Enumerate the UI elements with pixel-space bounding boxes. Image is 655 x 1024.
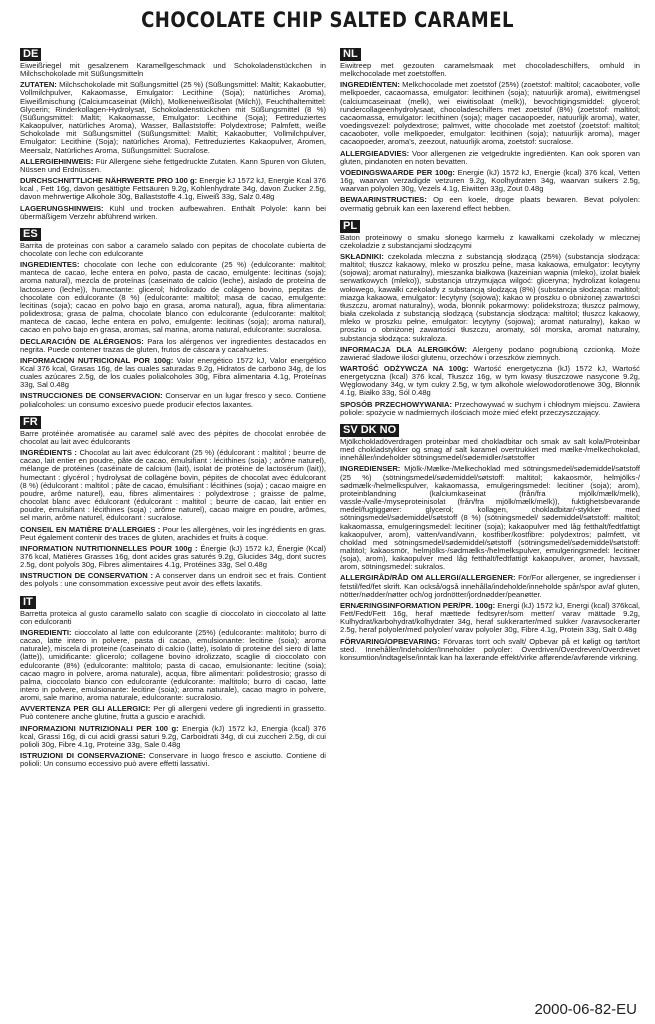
section-text: Förvaras torrt och svalt/ Opbevar på et køligt og tørt/tort sted. Innehåller/Indeholder/Inneholder polyoler: Överdriven/Overdreven/Overdrevet konsumtion/indtagelse/inntak kan ha laxerande effekt/virke afførende/avførende virkning. <box>340 636 640 662</box>
language-section-pl <box>340 216 640 417</box>
section-heading: INGREDIENSER: <box>340 464 401 474</box>
language-section-de <box>20 44 326 221</box>
section-text: Valor energético 1572 kJ, Valor energético Kcal 376 kcal, Grasas 16g, de las cuales saturadas 9.2g, Hidratos de carbono 34g, de los cuales azúcares 2.5g, de los cuales polialcoholes 30g, Fibra alimentaria 4.1g, Proteínas 33g, Sal 0.48g <box>20 355 326 390</box>
section-heading: FÖRVARING/OPBEVARING: <box>340 636 440 646</box>
section-paragraph <box>20 338 326 354</box>
section-text: Energi (kJ) 1572 kJ, Energi (kcal) 376kcal, Fett/Fedt/Fett 16g, heraf mættede fedtsyrer/som metter/ varav mättade 9.2g, Kulhydrat/karbohydrat/kolhydrater 34g, heraf sukkerarter/med sukker /varavsockerarter 2.5g, heraf polyoler/med polyoler/ varav polyoler 30g, Fibre 4.1g, Protein 33g, Salt 0.48g <box>340 600 640 635</box>
section-text: Milchschokolade mit Süßungsmittel (25 %) (Süßungsmittel: Maltit; Kakaobutter, Vollmilchpulver, Kakaomasse, Emulgator: Lecithine (Soja); natürliches Aroma), Eiweißmischung (Calciumcaseinat (Milch), Molkeneiweißisolat (Milch)), Feuchthaltemittel: Glycerin; Rinderkollagen-Hydrolysat, Schokoladenstückchen mit Süßungsmittel (8 %) (Süßungsmittel: Maltit; Kakaomasse, Emulgator: Lecithine (Soja); Fettreduziertes Kakaopulver, natürliches Aroma), Wasser, Ballaststoffe: Polydextrose; Palmfett, weiße Schokolade mit Süßungsmittel (Süßungsmittel: Maltit; Kakaobutter, Vollmilchpulver, Emulgator: Lecithine (Soja); natürliches Aroma), Fettreduziertes Kakaopulver, Aromen, Meersalz, Natürliches Aroma, Süßungsmittel: Sucralose. <box>20 80 326 155</box>
language-badge: FR <box>20 416 41 429</box>
section-text: Pour les allergènes, voir les ingrédients en gras. Peut également contenir des traces de gluten, arachides et fruits à coque. <box>20 524 326 542</box>
section-paragraph <box>20 705 326 721</box>
section-paragraph <box>340 401 640 417</box>
section-paragraph <box>20 177 326 201</box>
section-text: Energia (kJ) 1572 kJ, Energia (kcal) 376 kcal, Grassi 16g, di cui acidi grassi saturi 9.2g, Carboidrati 34g, di cui zuccheri 2.5g, di cui polioli 30g, Fibre 4.1g, Proteine 33g, Sale 0.48g <box>20 723 326 749</box>
section-paragraph <box>20 81 326 154</box>
section-text: För/For allergener, se ingredienser i fetstil/fed/fet skrift. Kan också/også innehålla/indeholde/inneholde spår/spor av/af gluten, nötter/nødder/nøtter och/og jordnötter/jordnødder/peanøtter. <box>340 573 640 599</box>
section-paragraph <box>340 574 640 598</box>
section-paragraph <box>340 638 640 662</box>
section-text: Melkchocolade met zoetstof (25%) (zoetstof: maltitol; cacaoboter, volle melkpoeder, cacaomassa, emulgator: lecithinen (soja); natuurlijk aroma), eiwitmengsel (calciumcaseinaat (melk), wei eiwitisolaat (melk)), bevochtigingsmiddel: glycerol; rundercollageenhydrolysaat, chocoladeschilfers met zoetstof (8%) (zoetstof: maltitol; cacaomassa, emulgator: lecithinen (soja); mager cacaopoeder, natuurlijk aroma), water, voedingsvezel: polydextrose; palmvet, witte chocolade met zoetstof (zoetstof: maltitol; cacaoboter, volle melkpoeder, emulgator: lecithinen (soja); natuurlijk aroma), mager cacaopoeder, aroma's, zeezout, natuurlijk aroma, zoetstof: sucralose. <box>340 80 640 147</box>
section-heading: WARTOŚĆ ODŻYWCZA NA 100g: <box>340 364 469 373</box>
product-title: CHOCOLATE CHIP SALTED CARAMEL <box>141 8 514 32</box>
section-heading: ALLERGIEADVIES: <box>340 148 410 158</box>
section-paragraph <box>340 169 640 193</box>
section-heading: ALLERGIRÅD/RÅD OM ALLERGI/ALLERGENER: <box>340 573 516 583</box>
section-paragraph <box>20 158 326 174</box>
right-column <box>340 44 640 964</box>
section-heading: SKŁADNIKI: <box>340 251 384 261</box>
section-paragraph <box>20 526 326 542</box>
section-text: Eiwitreep met gezouten caramelsmaak met chocoladeschilfers, omhuld in melkchocolade met zoetstoffen. <box>340 61 640 79</box>
section-heading: INFORMAZIONI NUTRIZIONALI PER 100 g: <box>20 723 179 733</box>
section-heading: VOEDINGSWAARDE PER 100g: <box>340 167 455 177</box>
section-heading: CONSEIL EN MATIÈRE D'ALLERGIES : <box>20 524 161 534</box>
product-description <box>20 242 326 258</box>
section-text: Mjölk-/Mælke-/Melkechoklad med sötningsmedel/sødemiddel/søtstoff (25 %) (sötningsmedel/sødemiddel/søtstoff: maltitol; kakaosmör, helmjölks-/ sødmælk-/helmelkspulver, kakaomassa, emulgeringsmedel: lecitiner (soja); arom), proteinblandning (kalciumkaseinat (från/fra mjölk/mælk/melk), vassle-/valle-/myseproteinisolat (från/fra mjölk/mælk/melk)), fuktighetsbevarande medel/fugtiggører: glycerol; kollagen, chokladbitar/-stykker med sötningsmedel/sødemiddel/søtstoff (8 %) (sötningsmedel/ sødemiddel/søtstoff: maltitol; kakaomassa, emulgeringsmedel: lecitiner (soja); kakaopulver med låg fetthalt/fedtfattigt kakaopulver, arom), vatten/vand/vann, kostfiber/kostfibre: polydextros; palmfett, vit choklad med sötningsmedel/sødemiddel/søtstoff (sötningsmedel/sødemiddel/søtstoff: maltitol; kakaosmör, helmjölks-/sødmælks-/helmelkspulver, emulgeringsmedel: lecitiner (soja), arom), kakaopulver med låg fetthalt/fedtfattigt kakaopulver, aromer, havssalt, arom, sötningsmedel: sukralos. <box>340 464 640 572</box>
section-heading: INGRÉDIENTS : <box>20 448 77 458</box>
section-heading: ZUTATEN: <box>20 80 57 90</box>
language-section-es <box>20 224 326 409</box>
section-paragraph <box>20 357 326 390</box>
section-heading: INFORMACJA DLA ALERGIKÓW: <box>340 344 467 354</box>
section-text: Baton proteinowy o smaku słonego karmelu z kawałkami czekolady w mlecznej czekoladzie z substancjami słodzącymi <box>340 232 640 250</box>
product-code: 2000-06-82-EU <box>534 1001 637 1018</box>
section-heading: LAGERUNGSHINWEIS: <box>20 203 104 213</box>
language-badge: SV DK NO <box>340 424 399 437</box>
section-heading: INFORMATION NUTRITIONNELLES POUR 100g : <box>20 543 198 553</box>
section-text: A conserver dans un endroit sec et frais. Contient des polyols : une consommation excessive peut avoir des effets laxatifs. <box>20 571 326 589</box>
section-heading: ALLERGIEHINWEIS: <box>20 156 94 166</box>
section-paragraph <box>20 752 326 768</box>
section-heading: ERNÆRINGSINFORMATION PER/PR. 100g: <box>340 600 496 610</box>
section-text: Chocolat au lait avec édulcorant (25 %) (édulcorant : maltitol ; beurre de cacao, lait entier en poudre, pâte de cacao, émulsifiant : lécithines (soja) ; arôme naturel), mélange de protéines (caséinate de calcium (lait), isolat de protéine de lactosérum (lait)), humectant : glycérol ; hydrolysat de collagène bovin, pépites de chocolat avec édulcorant (8 %) (édulcorant : maltitol ; pâte de cacao, émulsifiant : lécithines (soja) ; cacao maigre en poudre, arôme naturel), eau, fibres alimentaires : polydextrose ; graisse de palme, chocolat blanc avec édulcorant (édulcorant : maltitol ; beurre de cacao, lait entier en poudre, émulsifiant : lécithines (soja) ; arôme naturel), cacao maigre en poudre, arômes, sel marin, arôme naturel, édulcorant : sucralose. <box>20 448 326 523</box>
section-text: chocolate con leche con edulcorante (25 %) (edulcorante: maltitol; manteca de cacao, leche entera en polvo, pasta de cacao, emulgente: lecitinas (soja); aroma natural), mezcla de proteínas (caseinato de calcio (leche), aislado de proteína de lactosuero (leche)), humectante: glicerol; hidrolizado de colágeno bovino, pepitas de chocolate con edulcorante (8 %) (edulcorante: maltitol; masa de cacao, emulgente: lecitinas (soja); cacao en polvo bajo en grasa, aroma natural), agua, fibra alimentaria: polidextrosa; grasa de palma, chocolate blanco con edulcorante (edulcorante: maltitol; manteca de cacao, leche entera en polvo, emulgente: lecitinas (soja); aroma natural), cacao en polvo bajo en grasa, aromas, sal marina, aroma natural, edulcorante: sucralosa. <box>20 260 326 335</box>
section-paragraph <box>340 365 640 398</box>
language-badge: ES <box>20 228 41 241</box>
section-paragraph <box>20 261 326 334</box>
section-text: Voor allergenen zie vetgedrukte ingrediënten. Kan ook sporen van gluten, pindanoten en noten bevatten. <box>340 148 640 166</box>
section-text: Energie kJ 1572 kJ, Energie Kcal 376 kcal , Fett 16g, davon gesättigte Fettsäuren 9.2g, Kohlenhydrate 34g, davon Zucker 2.5g, davon mehrwertige Alkohole 30g, Ballaststoffe 4.1g, Eiweiß 33g, Salz 0.48g <box>20 176 326 202</box>
section-text: czekolada mleczna z substancją słodzącą (25%) (substancja słodząca: maltitol; tłuszcz kakaowy, mleko w proszku pełne, masa kakaowa, emulgator: lecytyny (sojowa); aromat naturalny), mieszanka białkowa (kazeinian wapnia (mleko), izolat białek serwatkowych (mleko)), substancja utrzymująca wilgoć: gliceryna; hydrolizat kolagenu wołowego, kawałki czekolady z substancją słodzącą (8%) (substancja słodząca: maltitol; miazga kakaowa, emulgator: lecytyny (sojowa); kakao w proszku o obniżonej zawartości tłuszczu, aromat naturalny), woda, błonnik pokarmowy: polidekstroza; tłuszcz palmowy, biała czekolada z substancją słodzącą (substancja słodząca: maltitol; tłuszcz kakaowy, mleko w proszku pełne, emulgator: lecytyny (sojowa); aromat naturalny), kakao w proszku o obniżonej zawartości tłuszczu, aromaty, sól morska, aromat naturalny, substancja słodząca: sukraloza. <box>340 251 640 343</box>
section-paragraph <box>20 205 326 221</box>
language-badge: NL <box>340 48 361 61</box>
section-heading: INGREDIENTES: <box>20 260 80 270</box>
section-heading: INSTRUCCIONES DE CONSERVACION: <box>20 391 163 401</box>
language-badge: PL <box>340 220 360 233</box>
product-description <box>340 62 640 78</box>
section-paragraph <box>20 725 326 749</box>
section-text: Energie (kJ) 1572 kJ, Energie (kcal) 376 kcal, Vetten 16g, waarvan verzadigde vetzuren 9.2g, Koolhydraten 34g, waarvan suikers 2.5g, waarvan polyolen 30g, Vezels 4.1g, Eiwitten 33g, Zout 0.48g <box>340 167 640 194</box>
section-text: Para los alérgenos ver ingredientes destacados en negrita. Puede contener trazas de gluten, frutos de cáscara y cacahuetes. <box>20 336 326 354</box>
section-paragraph <box>340 346 640 362</box>
section-text: Für Allergene siehe fettgedruckte Zutaten. Kann Spuren von Gluten, Nüssen und Erdnüssen. <box>20 156 326 174</box>
section-paragraph <box>340 150 640 166</box>
language-badge: IT <box>20 596 36 609</box>
product-description <box>340 234 640 250</box>
section-heading: INSTRUCTION DE CONSERVATION : <box>20 571 154 581</box>
product-description <box>20 610 326 626</box>
section-text: Alergeny podano pogrubioną czcionką. Może zawierać śladowe ilości glutenu, orzechów i orzeszków ziemnych. <box>340 344 640 362</box>
section-text: Barretta proteica al gusto caramello salato con scaglie di cioccolato in cioccolato al latte con edulcoranti <box>20 608 326 626</box>
section-text: Barrita de proteinas con sabor a caramelo salado con pepitas de chocolate cubierta de chocolate con leche con edulcorante <box>20 240 326 258</box>
product-description <box>20 430 326 446</box>
section-paragraph <box>340 602 640 635</box>
section-text: Conservar en un lugar fresco y seco. Contiene polialcoholes: un consumo excesivo puede producir efectos laxantes. <box>20 391 326 409</box>
language-section-sv-dk-no <box>340 420 640 662</box>
section-paragraph <box>340 465 640 571</box>
section-heading: INGREDIENTI: <box>20 627 72 637</box>
section-text: Mjölkchokladöverdragen proteinbar med chokladbitar och smak av salt kola/Proteinbar med chokladstykker og smag af salt karamel overtrukket med mælke-/melkechokolad, innehåller/indeholder sötningsmedel/sødemidler/søtstoffer <box>340 436 640 463</box>
language-section-nl <box>340 44 640 213</box>
section-paragraph <box>20 572 326 588</box>
section-heading: DURCHSCHNITTLICHE NÄHRWERTE PRO 100 g: <box>20 176 198 186</box>
left-column <box>20 44 326 1020</box>
section-heading: AVVERTENZA PER GLI ALLERGICI: <box>20 704 151 714</box>
section-heading: INFORMACION NUTRICIONAL POR 100g: <box>20 355 174 365</box>
section-heading: SPOSÓB PRZECHOWYWANIA: <box>340 399 453 409</box>
section-text: cioccolato al latte con edulcorante (25%) (edulcorante: maltitolo; burro di cacao, latte intero in polvere, pasta di cacao, emulsionante: lecitine (soia); aroma naturale), miscela di proteine (caseinato di calcio (latte), isolato di proteine del siero di latte (latte)), umidificante: glicerolo; collagene bovino idrolizzato, scaglie di cioccolato con edulcorante (8%) (edulcorante: maltitolo; pasta di cacao, emulsionante: lecitine (soia); cacao magro in polvere, aroma naturale), acqua, fibre alimentari: polidestrosio; grasso di palma, cioccolato bianco con edulcorante (edulcorante: maltitolo; burro di cacao, latte intero in polvere, emulsionante: lecitine (soia); aroma naturale), cacao magro in polvere, aromi, sale marino, aroma naturale, edulcorante: sucralosio. <box>20 627 326 703</box>
language-section-fr <box>20 412 326 589</box>
section-heading: BEWAARINSTRUCTIES: <box>340 195 427 205</box>
section-text: Eiweißriegel mit gesalzenem Karamellgeschmack und Schokoladenstückchen in Milchschokolade mit Süßungsmitteln <box>20 61 326 79</box>
section-paragraph <box>20 545 326 569</box>
section-text: Kühl und trocken aufbewahren. Enthält Polyole: kann bei übermäßigem Verzehr abführend wirken. <box>20 203 326 221</box>
language-section-it <box>20 592 326 769</box>
section-heading: DECLARACIÓN DE ALÉRGENOS: <box>20 336 144 346</box>
section-text: Énergie (kJ) 1572 kJ, Énergie (Kcal) 376 kcal, Matières Grasses 16g, dont acides gras saturés 9.2g, Glucides 34g, dont sucres 2.5g, dont polyols 30g, Fibres alimentaires 4.1g, Protéines 33g, Sel 0.48g <box>20 543 326 570</box>
section-paragraph <box>20 629 326 702</box>
product-description <box>340 438 640 462</box>
section-heading: INGREDIËNTEN: <box>340 80 400 90</box>
section-text: Wartość energetyczna (kJ) 1572 kJ, Wartość energetyczna (kcal) 376 kcal, Tłuszcz 16g, w tym kwasy tłuszczowe nasycone 9.2g, Węglowodany 34g, w tym cukry 2.5g, w tym alkohole wielowodorotlenowe 30g, Błonnik 4.1g, Białko 33g, Sól 0.48g <box>340 364 640 398</box>
section-text: Przechowywać w suchym i chłodnym miejscu. Zawiera poliole: spożycie w nadmiernych ilościach może mieć efekt przeczyszczający. <box>340 399 640 417</box>
section-paragraph <box>340 81 640 146</box>
section-paragraph <box>340 253 640 343</box>
section-text: Op een koele, droge plaats bewaren. Bevat polyolen: overmatig gebruik kan een laxerend effect hebben. <box>340 195 640 213</box>
section-text: Barre protéinée aromatisée au caramel salé avec des pépites de chocolat enrobée de chocolat au lait avec édulcorants <box>20 428 326 446</box>
section-paragraph <box>340 196 640 212</box>
product-description <box>20 62 326 78</box>
section-text: Conservare in luogo fresco e asciutto. Contiene di polioli: Un consumo eccessivo può avere effetti lassativi. <box>20 751 326 769</box>
section-paragraph <box>20 449 326 522</box>
section-heading: ISTRUZIONI DI CONSERVAZIONE: <box>20 751 146 761</box>
section-paragraph <box>20 392 326 408</box>
section-text: Per gli allergeni vedere gli ingredienti in grassetto. Può contenere anche glutine, frutta a guscio e arachidi. <box>20 704 326 722</box>
language-badge: DE <box>20 48 41 61</box>
